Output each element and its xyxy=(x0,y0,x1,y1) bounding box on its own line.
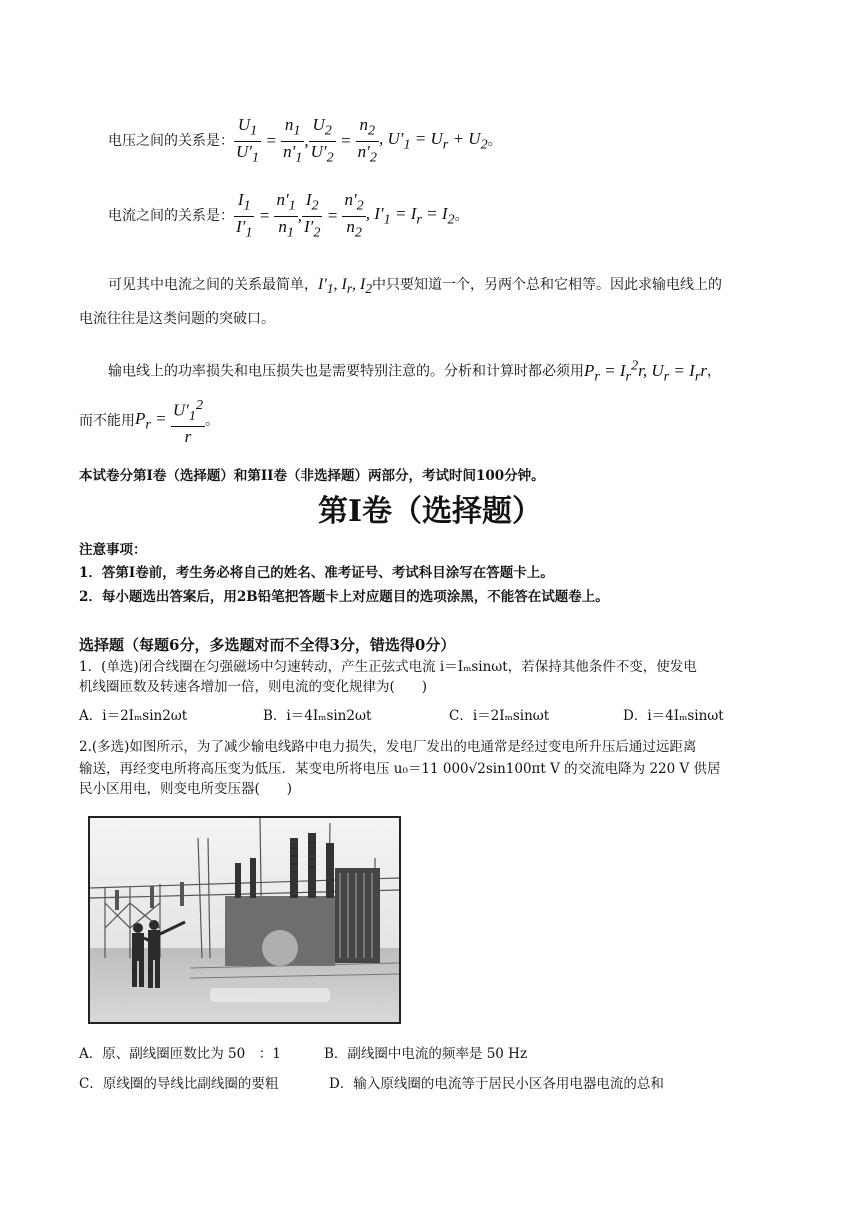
q1-option-c: C．i＝2Iₘsinωt xyxy=(449,708,550,724)
note-1: 1．答第Ⅰ卷前，考生务必将自己的姓名、准考证号、考试科目涂写在答题卡上。 xyxy=(79,565,554,581)
substation-photo xyxy=(88,816,401,1024)
q2-stem-line: 民小区用电，则变电所变压器( ) xyxy=(79,781,293,797)
paragraph-line: 电流往往是这类问题的突破口。 xyxy=(79,311,275,327)
fraction: $\frac{n'_1}{n_1}$ xyxy=(276,190,296,240)
note-2: 2．每小题选出答案后，用2B铅笔把答题卡上对应题目的选项涂黑，不能答在试题卷上。 xyxy=(79,589,609,605)
fraction: $\frac{U_1}{U'_1}$ xyxy=(236,115,260,165)
current-label: 电流之间的关系是： xyxy=(108,208,234,224)
fraction: $\frac{n'_2}{n_2}$ xyxy=(344,190,364,240)
q1-stem-line: 机线圈匝数及转速各增加一倍，则电流的变化规律为( ) xyxy=(79,679,428,695)
notes-title: 注意事项： xyxy=(79,542,147,558)
section-title: 选择题（每题6分，多选题对而不全得3分，错选得0分） xyxy=(79,636,456,654)
formula-line: 而不能用 $P_r$ = $\frac{U'_1^2}{r}$ 。 xyxy=(79,396,220,447)
q1-stem-line: 1．(单选)闭合线圈在匀强磁场中匀速转动，产生正弦式电流 i＝Iₘsinωt，若保持其他条件不变，使发电 xyxy=(79,659,697,675)
substation-illustration xyxy=(90,818,399,1022)
q1-option-d: D．i＝4Iₘsinωt xyxy=(623,708,724,724)
q2-option-d: D．输入原线圈的电流等于居民小区各用电器电流的总和 xyxy=(329,1076,664,1092)
paragraph-line: 可见其中电流之间的关系最简单，$I'_1$, $I_r$, $I_2$中只要知道一个，另两个总和它相等。因此求输电线上的 xyxy=(108,276,723,297)
current-relation: 电流之间的关系是： $\frac{I_1}{I'_1}$ = $\frac{n'_1}{n_1}$ , $\frac{I_2}{I'_2}$ = $\frac{n'_2}{n_2}$ , $I'_1 = I_r = I_2$ 。 xyxy=(108,190,469,240)
voltage-label: 电压之间的关系是： xyxy=(108,133,234,149)
fraction: $\frac{U'_1^2}{r}$ xyxy=(172,396,204,447)
fraction: $\frac{U_2}{U'_2}$ xyxy=(310,115,334,165)
q2-option-c: C．原线圈的导线比副线圈的要粗 xyxy=(79,1076,279,1092)
paragraph-line: 输电线上的功率损失和电压损失也是需要特别注意的。分析和计算时都必须用$P_r = I_r^2r$, $U_r = I_rr$， xyxy=(108,357,721,385)
fraction: $\frac{I_1}{I'_1}$ xyxy=(236,190,253,240)
exam-title: 第Ⅰ卷（选择题） xyxy=(317,494,543,529)
q2-option-a: A．原、副线圈匝数比为 50 ：1 xyxy=(79,1046,281,1062)
fraction: $\frac{I_2}{I'_2}$ xyxy=(304,190,321,240)
q2-option-b: B．副线圈中电流的频率是 50 Hz xyxy=(324,1046,528,1062)
fraction: $\frac{n_2}{n'_2}$ xyxy=(357,115,377,165)
q2-stem-line: 输送，再经变电所将高压变为低压．某变电所将电压 u₀＝11 000√2sin100πt V 的交流电降为 220 V 供居 xyxy=(79,761,721,777)
q1-option-a: A．i＝2Iₘsin2ωt xyxy=(79,708,188,724)
exam-intro: 本试卷分第Ⅰ卷（选择题）和第II卷（非选择题）两部分，考试时间100分钟。 xyxy=(79,468,545,484)
fraction: $\frac{n_1}{n'_1}$ xyxy=(283,115,303,165)
q1-option-b: B．i＝4Iₘsin2ωt xyxy=(263,708,372,724)
q2-stem-line: 2.(多选)如图所示，为了减少输电线路中电力损失，发电厂发出的电通常是经过变电所升压后通过远距离 xyxy=(79,739,697,755)
voltage-relation: 电压之间的关系是： $\frac{U_1}{U'_1}$ = $\frac{n_1}{n'_1}$ , $\frac{U_2}{U'_2}$ = $\frac{n_2}{n'_2}$ , $U'_1 = U_r + U_2$ 。 xyxy=(108,115,502,165)
